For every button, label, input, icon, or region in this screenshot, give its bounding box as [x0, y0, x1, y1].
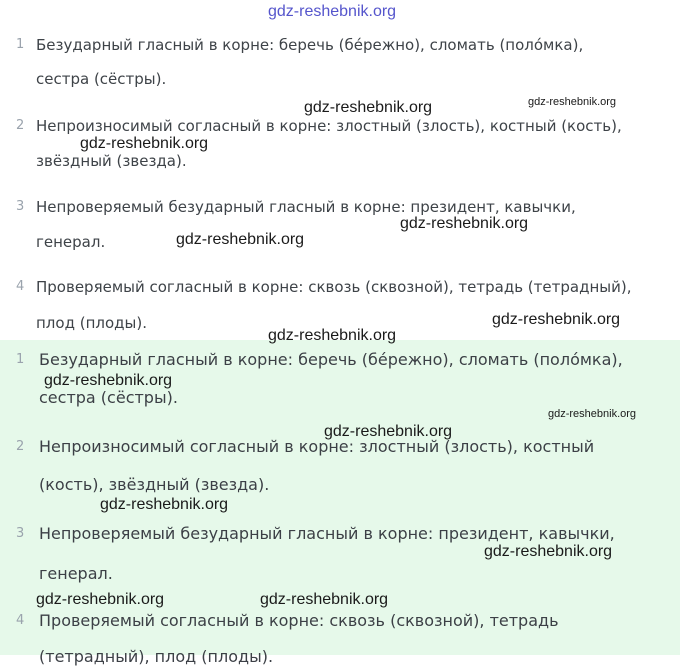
item-text-line: Непроверяемый безударный гласный в корне: президент, кавычки,	[39, 524, 615, 543]
item-number: 1	[16, 352, 25, 367]
item-text-line: Безударный гласный в корне: беречь (бе́режно), сломать (поло́мка),	[36, 36, 584, 54]
watermark: gdz-reshebnik.org	[268, 327, 397, 344]
watermark: gdz-reshebnik.org	[176, 231, 305, 248]
item-text-line: генерал.	[36, 233, 106, 251]
item-number: 4	[16, 613, 25, 628]
item-number: 3	[16, 526, 25, 541]
item-number: 2	[16, 118, 25, 133]
watermark: gdz-reshebnik.org	[304, 99, 433, 116]
item-text-line: Проверяемый согласный в корне: сквозь (сквозной), тетрадь	[39, 611, 559, 630]
item-number: 3	[16, 199, 25, 214]
item-number: 1	[16, 37, 25, 52]
item-number: 4	[16, 279, 25, 294]
watermark: gdz-reshebnik.org	[324, 423, 453, 440]
watermark: gdz-reshebnik.org	[260, 591, 389, 608]
watermark-logo: gdz-reshebnik.org	[268, 3, 397, 20]
item-text-line: генерал.	[39, 564, 113, 583]
item-text-line: Безударный гласный в корне: беречь (бе́режно), сломать (поло́мка),	[39, 350, 623, 369]
watermark: gdz-reshebnik.org	[100, 496, 229, 513]
item-text-line: сестра (сёстры).	[36, 70, 167, 88]
item-text-line: Проверяемый согласный в корне: сквозь (сквозной), тетрадь (тетрадный),	[36, 278, 632, 296]
item-text-line: Непроизносимый согласный в корне: злостный (злость), костный	[39, 437, 595, 456]
watermark: gdz-reshebnik.org	[80, 135, 209, 152]
item-text-line: Непроверяемый безударный гласный в корне: президент, кавычки,	[36, 198, 576, 216]
watermark: gdz-reshebnik.org	[484, 543, 613, 560]
item-text-line: сестра (сёстры).	[39, 388, 178, 407]
watermark: gdz-reshebnik.org	[548, 408, 637, 420]
watermark: gdz-reshebnik.org	[36, 591, 165, 608]
item-text-line: (кость), звёздный (звезда).	[39, 475, 270, 494]
item-text-line: звёздный (звезда).	[36, 152, 187, 170]
item-number: 2	[16, 439, 25, 454]
item-text-line: Непроизносимый согласный в корне: злостный (злость), костный (кость),	[36, 117, 622, 135]
watermark: gdz-reshebnik.org	[528, 96, 617, 108]
item-text-line: плод (плоды).	[36, 314, 147, 332]
item-text-line: (тетрадный), плод (плоды).	[39, 647, 274, 666]
watermark: gdz-reshebnik.org	[400, 215, 529, 232]
watermark: gdz-reshebnik.org	[44, 372, 173, 389]
watermark: gdz-reshebnik.org	[492, 311, 621, 328]
